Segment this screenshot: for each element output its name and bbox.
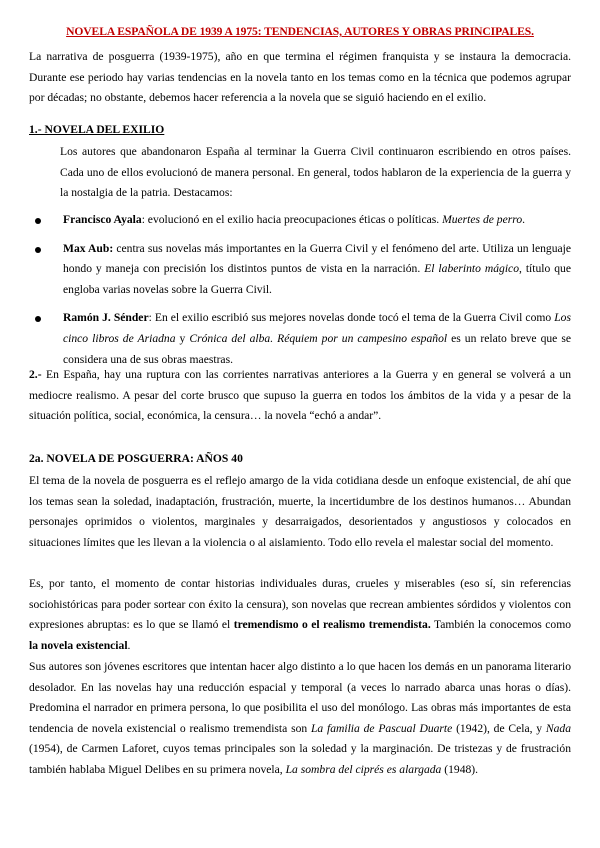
bullet-icon bbox=[35, 316, 41, 322]
highlighted-term: la novela existencial bbox=[29, 638, 128, 652]
work-title: La sombra del ciprés es alargada bbox=[285, 762, 442, 776]
author-name: Francisco Ayala bbox=[63, 213, 142, 226]
section-2-text: En España, hay una ruptura con las corrientes narrativas anteriores a la Guerra y en general se volverá a un mediocre realismo. A pesar del corte brusco que supuso la guerra en todos los ámbitos de la vida y a pesar de la situación política, social, económica, la censura… la novela “echó a andar”. bbox=[29, 368, 571, 423]
section-2-paragraph bbox=[29, 365, 571, 427]
section-1-heading: 1.- NOVELA DEL EXILIO bbox=[29, 123, 165, 136]
paragraph-text: . bbox=[127, 638, 131, 652]
author-description-mid: y bbox=[175, 331, 190, 345]
section-1-intro: Los autores que abandonaron España al terminar la Guerra Civil continuaron escribiendo en otros países. Cada uno de ellos evolucionó de manera personal. En general, todos hablaron de la experiencia de la guerra y la nostalgia de la patria. Destacamos: bbox=[60, 145, 571, 200]
section-2a-paragraph-2 bbox=[29, 574, 571, 656]
section-2-label: 2.- bbox=[29, 368, 42, 381]
author-name: Ramón J. Sénder bbox=[63, 311, 149, 325]
list-item bbox=[29, 239, 571, 301]
document-title: NOVELA ESPAÑOLA DE 1939 A 1975: TENDENCIAS, AUTORES Y OBRAS PRINCIPALES. bbox=[66, 25, 534, 38]
list-item bbox=[29, 308, 571, 370]
intro-paragraph: La narrativa de posguerra (1939-1975), año en que termina el régimen franquista y se instaura la democracia. Durante ese periodo hay varias tendencias en la novela tanto en los temas como en la técnica que podemos agrupar por décadas; no obstante, debemos hacer referencia a la novela que se siguió haciendo en el exilio. bbox=[29, 50, 571, 105]
author-description: : evolucionó en el exilio hacia preocupaciones éticas o políticas. bbox=[141, 213, 443, 226]
author-description-end: es un relato breve que se considera una de sus obras maestras. bbox=[63, 331, 571, 366]
work-title: Los cinco libros de Ariadna bbox=[63, 311, 571, 345]
paragraph-text: También la conocemos como bbox=[430, 618, 572, 632]
author-name: Max Aub: bbox=[63, 241, 114, 255]
section-2a-paragraph-1: El tema de la novela de posguerra es el reflejo amargo de la vida cotidiana desde un enfoque existencial, de ahí que los temas sean la soledad, inadaptación, frustración, muerte, la incertidumbre de los destinos humanos… Abundan personajes oprimidos o violentos, marginales y desarraigados, desorientados y angustiosos y colocados en situaciones límites que les llevan a la violencia o al aislamiento. Todo ello revela el malestar social del momento. bbox=[29, 474, 571, 549]
author-description: : En el exilio escribió sus mejores novelas donde tocó el tema de la Guerra Civil como bbox=[148, 311, 555, 325]
work-title: La familia de Pascual Duarte bbox=[310, 721, 453, 735]
work-title: Nada bbox=[545, 721, 571, 735]
work-title: Crónica del alba. Réquiem por un campesino español bbox=[189, 331, 448, 345]
paragraph-text: (1942), de Cela, y bbox=[452, 721, 546, 735]
list-item bbox=[29, 210, 571, 231]
work-title: Muertes de perro bbox=[442, 213, 523, 226]
work-title: El laberinto mágico bbox=[424, 262, 519, 276]
paragraph-text: (1948). bbox=[441, 762, 479, 776]
author-description-end: . bbox=[522, 213, 526, 226]
section-2a-heading: 2a. NOVELA DE POSGUERRA: AÑOS 40 bbox=[29, 452, 243, 465]
author-description-end: , título que engloba varias novelas sobre la Guerra Civil. bbox=[63, 262, 571, 296]
section-2a-paragraph-3 bbox=[29, 657, 571, 781]
exile-authors-list bbox=[29, 210, 571, 370]
bullet-icon bbox=[35, 247, 41, 253]
highlighted-term: tremendismo o el realismo tremendista. bbox=[233, 618, 431, 632]
paragraph-text: Es, por tanto, el momento de contar historias individuales duras, crueles y miserables (eso sí, sin referencias sociohistóricas para poder sortear con éxito la censura), son novelas que recrean ambientes sórdidos y violentos con expresiones abruptas: es lo que se llamó el bbox=[29, 577, 571, 632]
paragraph-text: Sus autores son jóvenes escritores que intentan hacer algo distinto a lo que hacen los demás en un panorama literario desolador. En las novelas hay una reducción espacial y temporal (a veces lo narrado abarca unas horas o días). Predomina el narrador en primera persona, lo que posibilita el uso del monólogo. Las obras más importantes de esta tendencia de novela existencial o realismo tremendista son bbox=[29, 660, 571, 735]
author-description: centra sus novelas más importantes en la Guerra Civil y el fenómeno del arte. Utiliza un lenguaje hondo y maneja con precisión los distintos puntos de vista en la narración. bbox=[63, 241, 571, 276]
bullet-icon bbox=[35, 218, 41, 224]
paragraph-text: (1954), de Carmen Laforet, cuyos temas principales son la soledad y la marginación. De tristezas y de frustración también hablaba Miguel Delibes en su primera novela, bbox=[29, 742, 571, 776]
